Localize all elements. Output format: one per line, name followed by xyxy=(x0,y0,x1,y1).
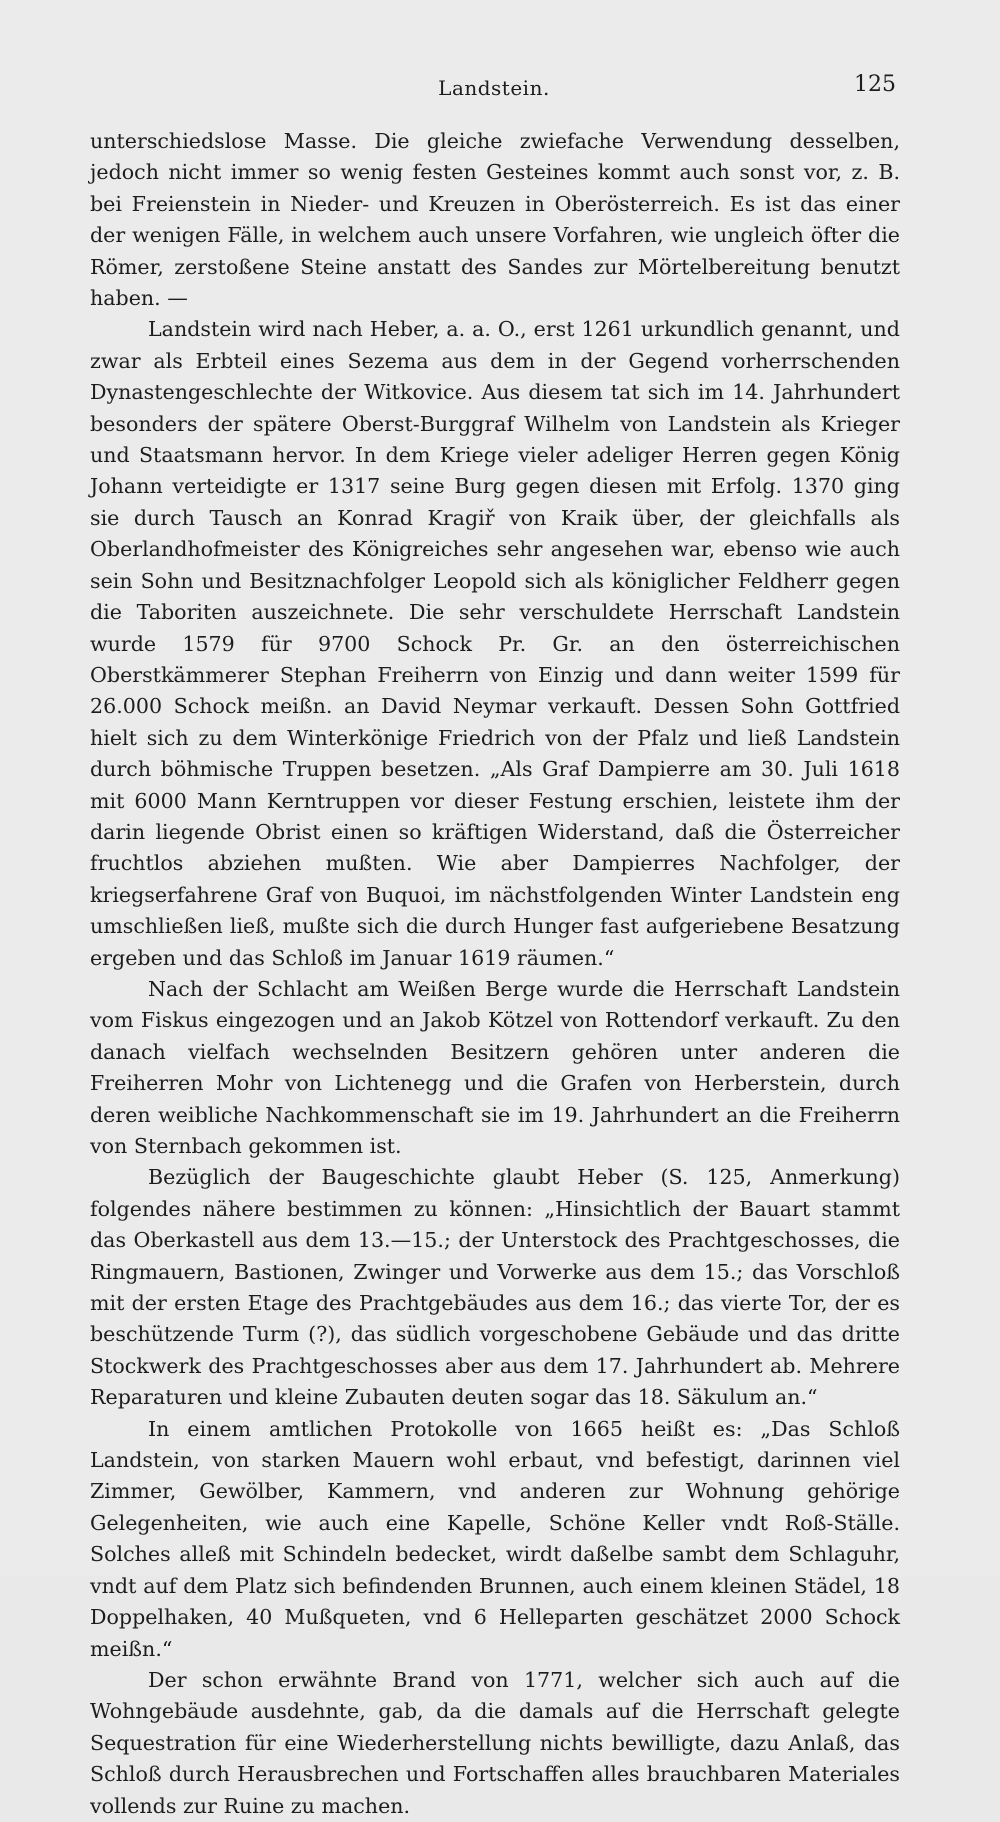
paragraph-continued: unterschiedslose Masse. Die gleiche zwiefache Verwendung desselben, jedoch nicht immer so wenig festen Gesteines kommt auch sonst vor, z. B. bei Freienstein in Nieder- und Kreuzen in Oberösterreich. Es ist das einer der wenigen Fälle, in welchem auch unsere Vorfahren, wie ungleich öfter die Römer, zerstoßene Steine anstatt des Sandes zur Mörtelbereitung benutzt haben. — xyxy=(90,129,900,311)
paragraph-ownership: Nach der Schlacht am Weißen Berge wurde die Herrschaft Landstein vom Fiskus eingezogen und an Jakob Kötzel von Rottendorf verkauft. Zu den danach vielfach wechselnden Besitzern gehören unter anderen die Freiherren Mohr von Lichtenegg und die Grafen von Herberstein, durch deren weibliche Nachkommenschaft sie im 19. Jahrhundert an die Freiherrn von Sternbach gekommen ist. xyxy=(90,976,900,1158)
page-header xyxy=(90,72,898,106)
running-head: Landstein. xyxy=(438,76,550,100)
paragraph-history: Landstein wird nach Heber, a. a. O., erst 1261 urkundlich genannt, und zwar als Erbteil eines Sezema aus dem in der Gegend vorherrschenden Dynastengeschlechte der Witkovice. Aus diesem tat sich im 14. Jahrhundert besonders der spätere Oberst-Burggraf Wilhelm von Landstein als Krieger und Staatsmann hervor. In dem Kriege vieler adeliger Herren gegen König Johann verteidigte er 1317 seine Burg gegen diesen mit Erfolg. 1370 ging sie durch Tausch an Konrad Kragiř von Kraik über, der gleichfalls als Oberlandhofmeister des Königreiches sehr angesehen war, ebenso wie auch sein Sohn und Besitznachfolger Leopold sich als königlicher Feldherr gegen die Taboriten auszeichnete. Die sehr verschuldete Herrschaft Landstein wurde 1579 für 9700 Schock Pr. Gr. an den österreichischen Oberstkämmerer Stephan Freiherrn von Einzig und dann weiter 1599 für 26.000 Schock meißn. an David Neymar verkauft. Dessen Sohn Gottfried hielt sich zu dem Winterkönige Friedrich von der Pfalz und ließ Landstein durch böhmische Truppen besetzen. „Als Graf Dampierre am 30. Juli 1618 mit 6000 Mann Kerntruppen vor dieser Festung erschien, leistete ihm der darin liegende Obrist einen so kräftigen Widerstand, daß die Österreicher fruchtlos abziehen mußten. Wie aber Dampierres Nachfolger, der kriegserfahrene Graf von Buquoi, im nächstfolgenden Winter Landstein eng umschließen ließ, mußte sich die durch Hunger fast aufgeriebene Besatzung ergeben und das Schloß im Januar 1619 räumen.“ xyxy=(90,317,900,970)
body-text xyxy=(90,126,900,1822)
paragraph-protocol-1665: In einem amtlichen Protokolle von 1665 heißt es: „Das Schloß Landstein, von starken Mauern wohl erbaut, vnd befestigt, darinnen viel Zimmer, Gewölber, Kammern, vnd anderen zur Wohnung gehörige Gelegenheiten, wie auch eine Kapelle, Schöne Keller vndt Roß-Ställe. Solches alleß mit Schindeln bedecket, wirdt daßelbe sambt dem Schlaguhr, vndt auf dem Platz sich befindenden Brunnen, auch einem kleinen Städel, 18 Doppelhaken, 40 Mußqueten, vnd 6 Helleparten geschätzet 2000 Schock meißn.“ xyxy=(90,1416,900,1661)
paragraph-fire-1771: Der schon erwähnte Brand von 1771, welcher sich auch auf die Wohngebäude ausdehnte, gab, da die damals auf die Herrschaft gelegte Sequestration für eine Wiederherstellung nichts bewilligte, dazu Anlaß, das Schloß durch Herausbrechen und Fortschaffen alles brauchbaren Materiales vollends zur Ruine zu machen. xyxy=(90,1667,900,1818)
page-number: 125 xyxy=(854,72,896,97)
paragraph-building-history: Bezüglich der Baugeschichte glaubt Heber (S. 125, Anmerkung) folgendes nähere bestimmen zu können: „Hinsichtlich der Bauart stammt das Oberkastell aus dem 13.—15.; der Unterstock des Prachtgeschosses, die Ringmauern, Bastionen, Zwinger und Vorwerke aus dem 15.; das Vorschloß mit der ersten Etage des Prachtgebäudes aus dem 16.; das vierte Tor, der es beschützende Turm (?), das südlich vorgeschobene Gebäude und das dritte Stockwerk des Prachtgeschosses aber aus dem 17. Jahrhundert ab. Mehrere Reparaturen und kleine Zubauten deuten sogar das 18. Säkulum an.“ xyxy=(90,1165,900,1410)
